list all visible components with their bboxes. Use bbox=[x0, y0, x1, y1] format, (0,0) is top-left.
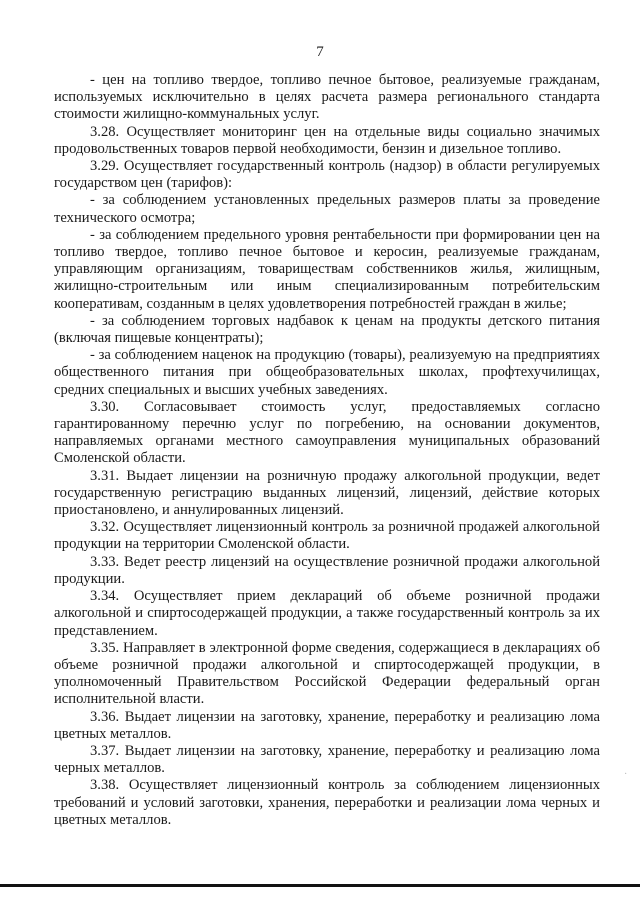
paragraph-3-32: 3.32. Осуществляет лицензионный контроль за розничной продажей алкогольной продукции на территории Смоленской области. bbox=[54, 519, 600, 553]
document-body bbox=[54, 72, 600, 829]
paragraph-3-29-inspection-fees: - за соблюдением установленных предельных размеров платы за проведение технического осмотра; bbox=[54, 192, 600, 226]
scan-margin-mark: · bbox=[624, 769, 628, 780]
paragraph-3-29: 3.29. Осуществляет государственный контроль (надзор) в области регулируемых государством цен (тарифов): bbox=[54, 158, 600, 192]
paragraph-3-31: 3.31. Выдает лицензии на розничную продажу алкогольной продукции, ведет государственную регистрацию выданных лицензий, лицензий, действие которых приостановлено, и аннулированных лицензий. bbox=[54, 467, 600, 519]
paragraph-3-29-baby-food: - за соблюдением торговых надбавок к ценам на продукты детского питания (включая пищевые концентраты); bbox=[54, 312, 600, 347]
paragraph-3-33: 3.33. Ведет реестр лицензий на осуществление розничной продажи алкогольной продукции. bbox=[54, 553, 600, 587]
paragraph-3-35: 3.35. Направляет в электронной форме сведения, содержащиеся в декларациях об объеме розничной продажи алкогольной и спиртосодержащей продукции, в уполномоченный Правительством Российской Федерации федеральный орган исполнительной власти. bbox=[54, 639, 600, 708]
paragraph-3-37: 3.37. Выдает лицензии на заготовку, хранение, переработку и реализацию лома черных металлов. bbox=[54, 742, 600, 777]
page-bottom-rule bbox=[0, 884, 640, 887]
paragraph-3-29-profitability: - за соблюдением предельного уровня рентабельности при формировании цен на топливо твердое, топливо печное бытовое и керосин, реализуемые гражданам, управляющим организациям, товариществам собственников жилья, жилищным, жилищно-строительным или иным специализированным потребительским кооперативам, созданным в целях удовлетворения потребностей граждан в жилье; bbox=[54, 226, 600, 312]
paragraph-3-30: 3.30. Согласовывает стоимость услуг, предоставляемых согласно гарантированному перечню услуг по погребению, на основании документов, направляемых органами местного самоуправления муниципальных образований Смоленской области. bbox=[54, 398, 600, 467]
paragraph-3-38: 3.38. Осуществляет лицензионный контроль за соблюдением лицензионных требований и условий заготовки, хранения, переработки и реализации лома черных и цветных металлов. bbox=[54, 777, 600, 828]
paragraph-fuel-prices: - цен на топливо твердое, топливо печное бытовое, реализуемые гражданам, используемых исключительно в целях расчета размера регионального стандарта стоимости жилищно-коммунальных услуг. bbox=[54, 72, 600, 123]
paragraph-3-36: 3.36. Выдает лицензии на заготовку, хранение, переработку и реализацию лома цветных металлов. bbox=[54, 708, 600, 742]
paragraph-3-34: 3.34. Осуществляет прием деклараций об объеме розничной продажи алкогольной и спиртосодержащей продукции, а также государственный контроль за их представлением. bbox=[54, 588, 600, 639]
paragraph-3-29-catering: - за соблюдением наценок на продукцию (товары), реализуемую на предприятиях общественного питания при общеобразовательных школах, профтехучилищах, средних специальных и высших учебных заведениях. bbox=[54, 347, 600, 398]
paragraph-3-28: 3.28. Осуществляет мониторинг цен на отдельные виды социально значимых продовольственных товаров первой необходимости, бензин и дизельное топливо. bbox=[54, 123, 600, 157]
page-number: 7 bbox=[316, 44, 324, 60]
